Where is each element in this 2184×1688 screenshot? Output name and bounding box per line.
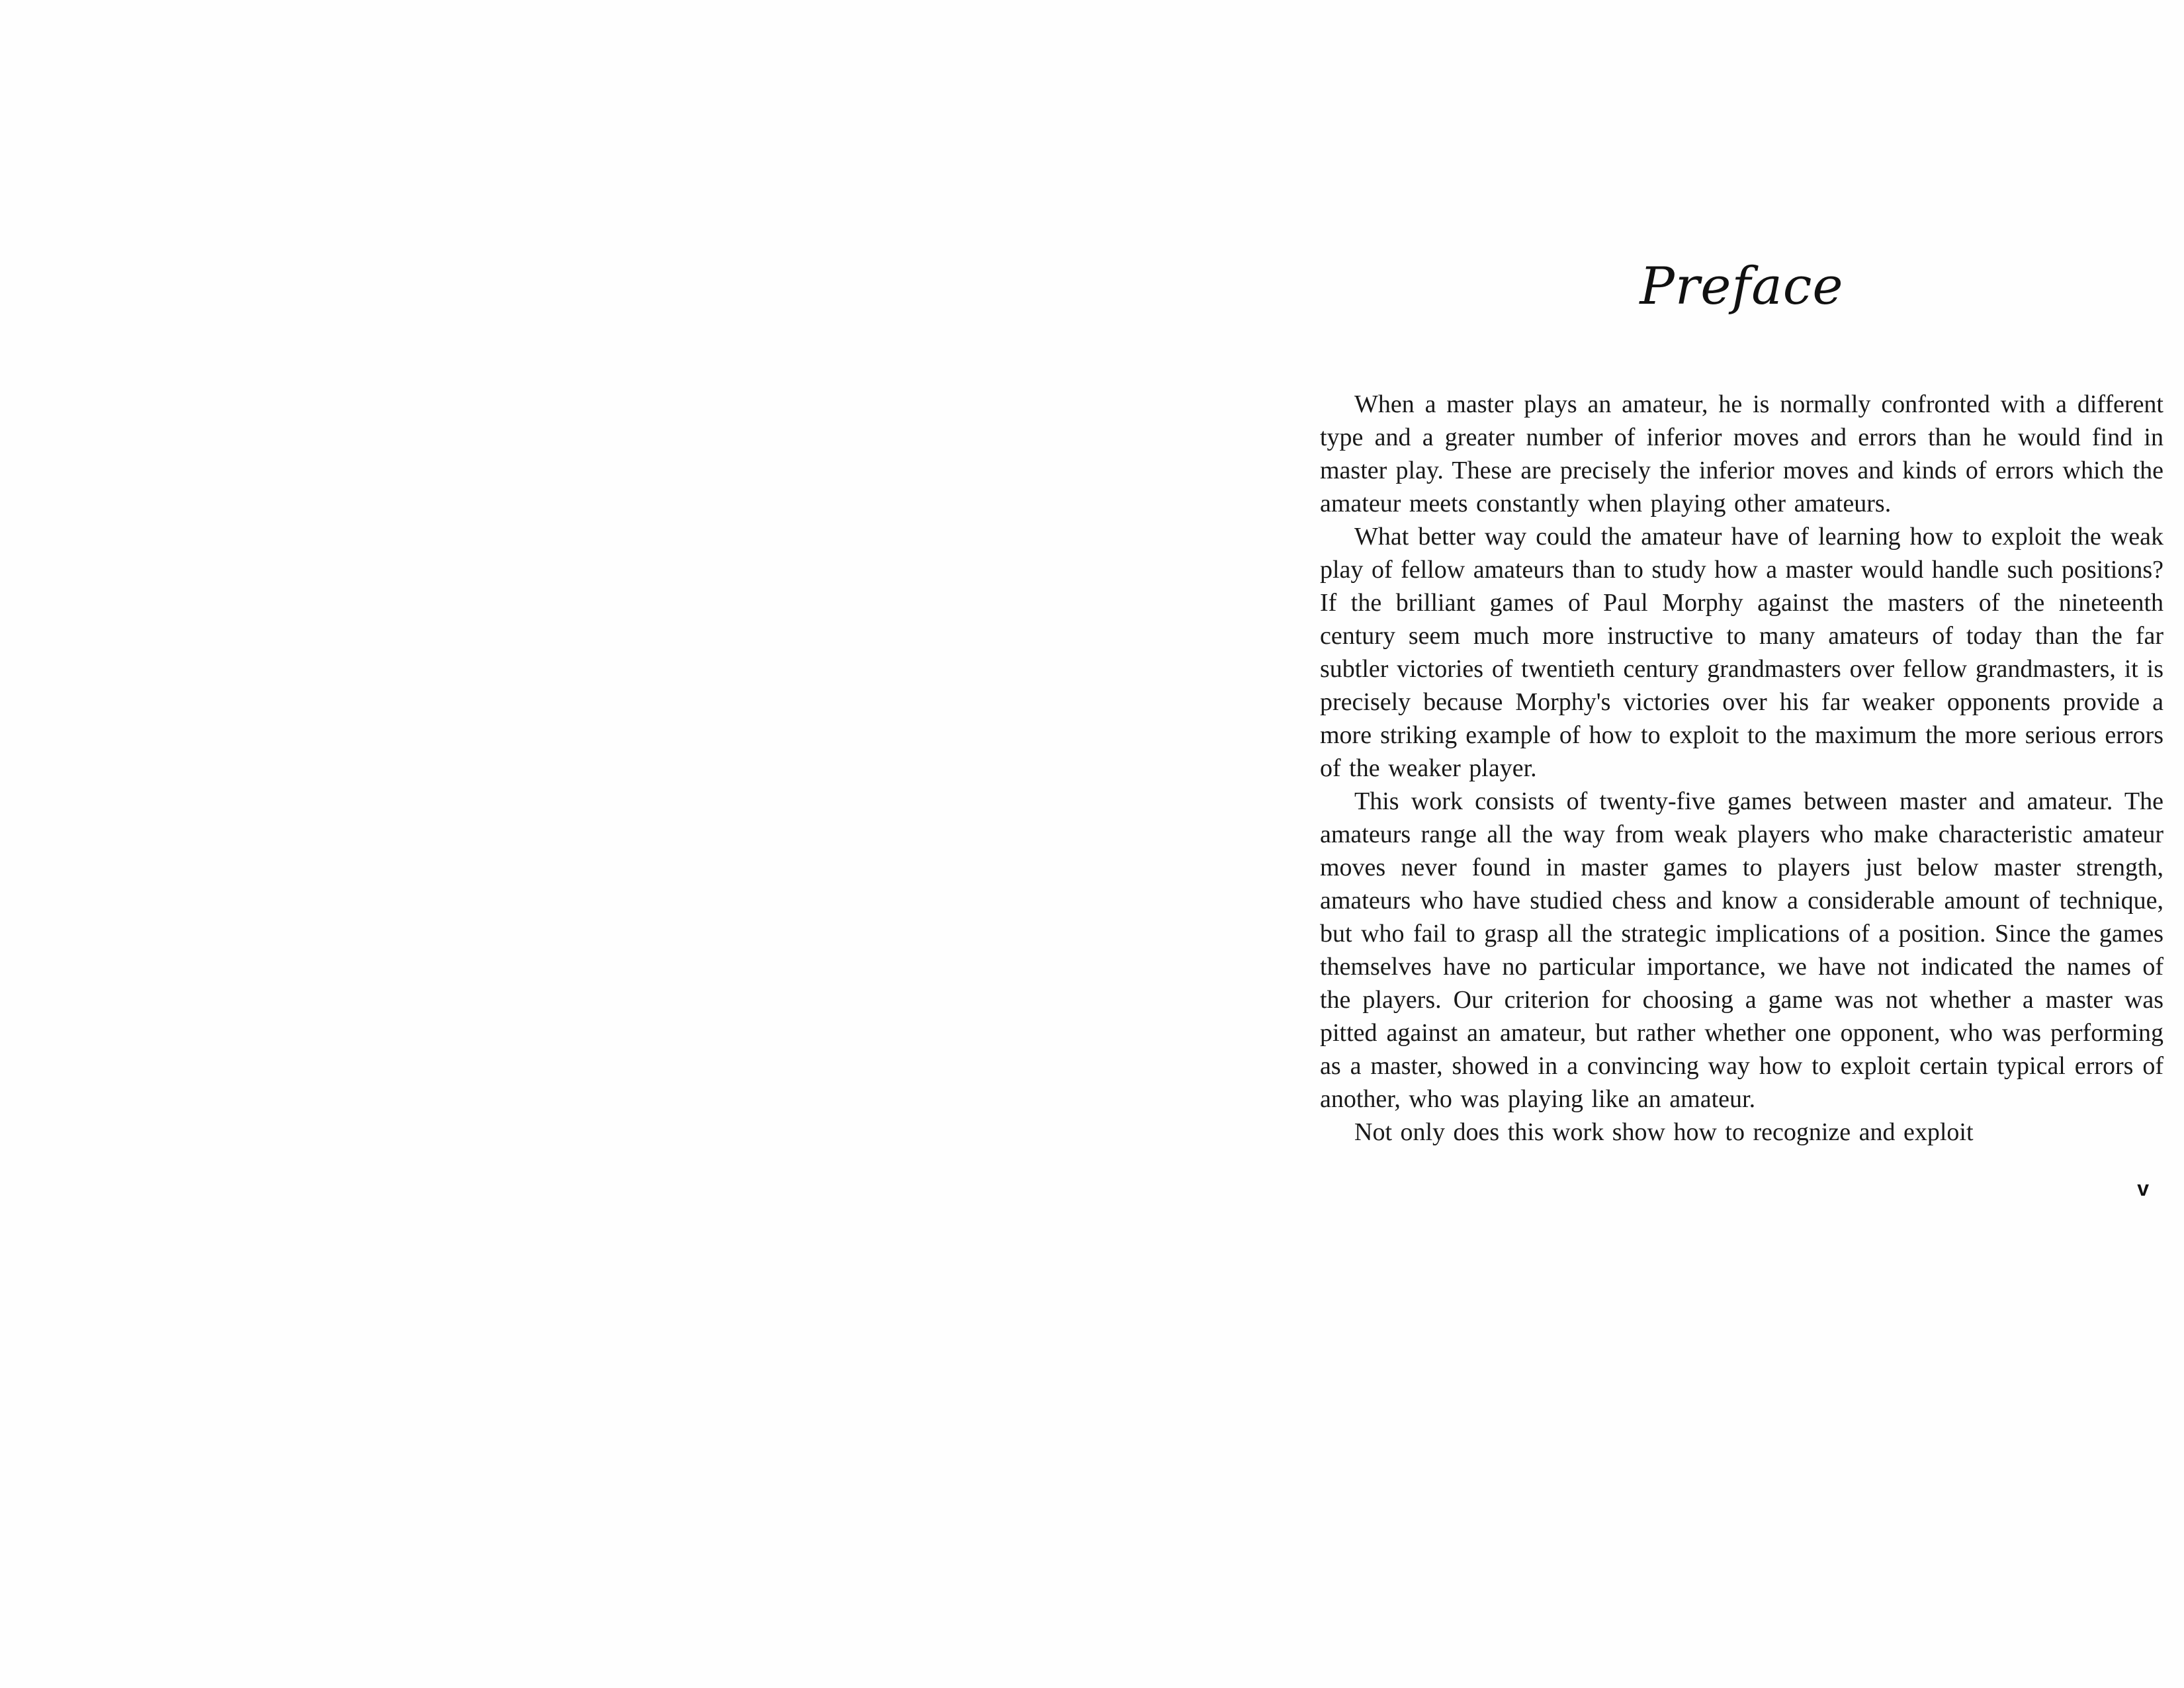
paragraph: Not only does this work show how to recognize and exploit [1354,1118,1974,1146]
page-number: v [2137,1177,2149,1200]
page-title: Preface [1639,257,1844,316]
paragraph: What better way could the amateur have of learning how to exploit the weak play of fellow amateurs than to study how a master would handle such positions? If the brilliant games of Paul Morphy against the masters of the nineteenth century seem much more instructive to many amateurs of today than the far subtler victories of twentieth century grandmasters over fellow grandmasters, it is precisely because Morphy's victories over his far weaker opponents provide a more striking example of how to exploit to the maximum the more serious errors of the weaker player. [1320,523,2163,782]
paragraph: When a master plays an amateur, he is normally confronted with a different type and a greater number of inferior moves and errors than he would find in master play. These are precisely the inferior moves and kinds of errors which the amateur meets constantly when playing other amateurs. [1320,390,2163,517]
page-content [1320,257,2163,1201]
paragraph: This work consists of twenty-five games between master and amateur. The amateurs range all the way from weak players who make characteristic amateur moves never found in master games to players just below master strength, amateurs who have studied chess and know a considerable amount of technique, but who fail to grasp all the strategic implications of a position. Since the games themselves have no particular importance, we have not indicated the names of the players. Our criterion for choosing a game was not whether a master was pitted against an amateur, but rather whether one opponent, who was performing as a master, showed in a convincing way how to exploit certain typical errors of another, who was playing like an amateur. [1320,787,2163,1113]
